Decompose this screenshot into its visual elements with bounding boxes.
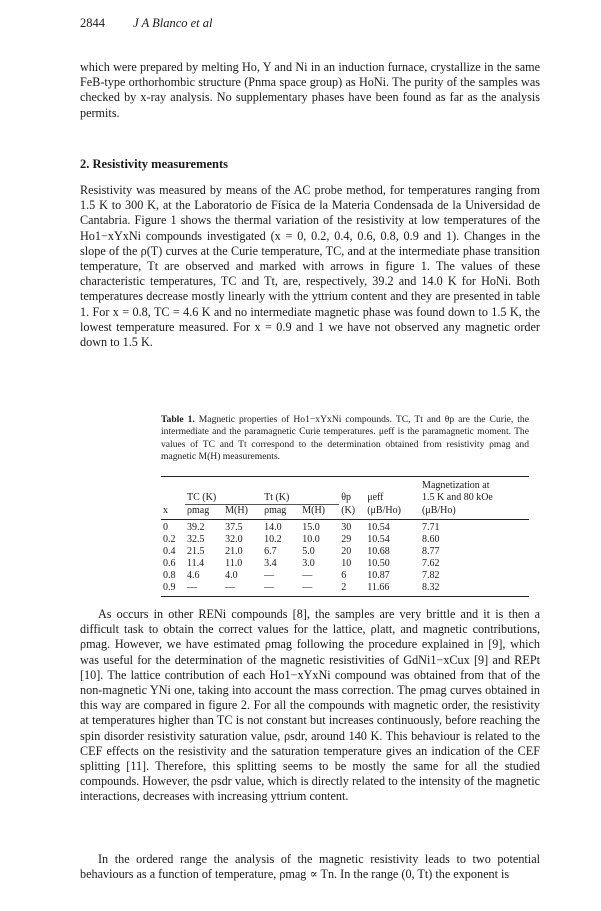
rho-mag-header-tc: ρmag xyxy=(185,504,223,519)
table-cell: 29 xyxy=(341,533,352,545)
magnetization-header-line1: Magnetization at xyxy=(422,480,490,491)
table-cell: 10.50 xyxy=(367,557,390,569)
theta-unit: (K) xyxy=(339,504,365,519)
table-cell: 39.2 xyxy=(187,521,205,533)
table-row xyxy=(161,534,529,546)
table-cell: 3.0 xyxy=(302,557,315,569)
x-header: x xyxy=(161,504,185,519)
table-cell: 3.4 xyxy=(264,557,277,569)
table-cell: 0.4 xyxy=(163,545,176,557)
table-cell: 0.6 xyxy=(163,557,176,569)
magnetization-header-line2: 1.5 K and 80 kOe xyxy=(422,492,493,503)
table-cell: — xyxy=(262,582,300,597)
table-cell: 14.0 xyxy=(264,521,282,533)
table-cell: 11.66 xyxy=(365,582,420,597)
table-row xyxy=(161,570,529,582)
table-cell: 7.71 xyxy=(422,521,440,533)
table-cell: 5.0 xyxy=(302,545,315,557)
section-heading: 2. Resistivity measurements xyxy=(80,157,229,171)
table-cell: 8.32 xyxy=(420,582,529,597)
intro-paragraph: which were prepared by melting Ho, Y and Ni in an induction furnace, crystallize in the same FeB-type orthorhombic structure (Pnma space group) as HoNi. The purity of the samples was checked by x-ray analysis. No supplementary phases have been found as far as the analysis permits. xyxy=(80,60,540,120)
table-cell: 2 xyxy=(339,582,365,597)
table-caption-text: Magnetic properties of Ho1−xYxNi compounds. TC, Tt and θp are the Curie, the intermediate and the paramagnetic Curie temperatures. μeff is the paramagnetic moment. The values of TC and Tt correspond to the determination obtained from resistivity ρmag and magnetic M(H) measurements. xyxy=(161,414,529,463)
magnetization-header xyxy=(420,477,529,505)
table-cell: 0.2 xyxy=(163,533,176,545)
mh-header-tt: M(H) xyxy=(300,504,339,519)
table-cell: 20 xyxy=(341,545,352,557)
mueff-header: μeff xyxy=(367,492,384,503)
mh-header-tc: M(H) xyxy=(223,504,262,519)
page-number: 2844 xyxy=(80,16,105,30)
table-caption-label: Table 1. xyxy=(161,414,195,425)
table-cell: 11.0 xyxy=(225,557,243,569)
mueff-unit: (μB/Ho) xyxy=(365,504,420,519)
table-row xyxy=(161,519,529,534)
table-cell: 10.54 xyxy=(367,533,390,545)
table-cell: 15.0 xyxy=(302,521,320,533)
resistivity-paragraph: Resistivity was measured by means of the AC probe method, for temperatures ranging from 1.5 K to 300 K, at the Laboratorio de Física de la Materia Condensada de la Universidad de Cantabria. Figure 1 shows the thermal variation of the resistivity at low temperatures of the Ho1−xYxNi compounds investigated (x = 0, 0.2, 0.4, 0.6, 0.8, 0.9 and 1). Changes in the slope of the ρ(T) curves at the Curie temperature, TC, and at the intermediate phase transition temperature, Tt are observed and marked with arrows in figure 1. The values of these characteristic temperatures, TC and Tt, are, respectively, 39.2 and 14.0 K for HoNi. Both temperatures decrease mostly linearly with the yttrium content and they are presented in table 1. For x = 0.8, TC = 4.6 K and no intermediate magnetic phase was found down to 1.5 K, the lowest temperature measured. For x = 0.9 and 1 we have not observed any magnetic order down to 1.5 K. xyxy=(80,183,540,350)
table-cell: 10 xyxy=(341,557,352,569)
table-cell: 37.5 xyxy=(225,521,243,533)
table-cell: 0.9 xyxy=(161,582,185,597)
table-cell: 32.5 xyxy=(187,533,205,545)
table-cell: 6.7 xyxy=(264,545,277,557)
table-caption xyxy=(161,414,529,464)
table-cell: 8.77 xyxy=(422,545,440,557)
magnetic-properties-table xyxy=(161,476,529,597)
table-cell: 11.4 xyxy=(187,557,205,569)
running-head xyxy=(80,16,540,31)
table-cell: 4.6 xyxy=(187,569,200,581)
table-cell: 10.2 xyxy=(264,533,282,545)
table-row xyxy=(161,546,529,558)
table-cell: 7.62 xyxy=(422,557,440,569)
table-cell: 10.0 xyxy=(302,533,320,545)
table-cell: 7.82 xyxy=(422,569,440,581)
table-cell: 8.60 xyxy=(422,533,440,545)
renis-paragraph: As occurs in other RENi compounds [8], the samples are very brittle and it is then a difficult task to obtain the correct values for the lattice, ρlatt, and magnetic contributions, ρmag. However, we have estimated ρmag following the procedure explained in [9], which was useful for the determination of the magnetic resistivities of GdNi1−xCux [9] and REPt [10]. The lattice contribution of each Ho1−xYxNi compound was obtained from that of the non-magnetic YNi one, taking into account the mass correction. The ρmag curves obtained in this way are compared in figure 2. For all the compounds with magnetic order, the resistivity at temperatures higher than TC is not constant but increases continuously, before reaching the spin disorder resistivity saturation value, ρsdr, around 140 K. This behaviour is related to the CEF effects on the resistivity and the saturation temperature gives an indication of the CEF splitting [11]. Therefore, this splitting seems to be mostly the same for all the studied compounds. However, the ρsdr value, which is directly related to the intensity of the magnetic interactions, decreases with increasing yttrium content. xyxy=(80,607,540,804)
running-head-authors: J A Blanco et al xyxy=(133,16,213,30)
tc-group-header: TC (K) xyxy=(185,477,262,505)
table-cell: 21.5 xyxy=(187,545,205,557)
table-cell: 0 xyxy=(163,521,168,533)
table-cell: 4.0 xyxy=(225,569,238,581)
table-cell: 10.87 xyxy=(367,569,390,581)
table-cell: 21.0 xyxy=(225,545,243,557)
table-cell: 6 xyxy=(341,569,347,581)
table-row xyxy=(161,558,529,570)
table-cell: — xyxy=(300,582,339,597)
table-cell: 0.8 xyxy=(163,569,176,581)
ordered-range-paragraph: In the ordered range the analysis of the magnetic resistivity leads to two potential behaviours as a function of temperature, ρmag ∝ Tn. In the range (0, Tt) the exponent is xyxy=(80,852,540,882)
table-cell: 10.68 xyxy=(367,545,390,557)
table-cell: — xyxy=(223,582,262,597)
magnetization-unit: (μB/Ho) xyxy=(420,504,529,519)
table-cell: 30 xyxy=(341,521,352,533)
table-row xyxy=(161,582,529,597)
rho-mag-header-tt: ρmag xyxy=(262,504,300,519)
table-cell: 10.54 xyxy=(367,521,390,533)
table-cell: — xyxy=(264,569,275,581)
theta-header: θp xyxy=(341,492,351,503)
tt-group-header: Tt (K) xyxy=(262,477,339,505)
table-cell: — xyxy=(185,582,223,597)
table-cell: — xyxy=(302,569,313,581)
table-cell: 32.0 xyxy=(225,533,243,545)
